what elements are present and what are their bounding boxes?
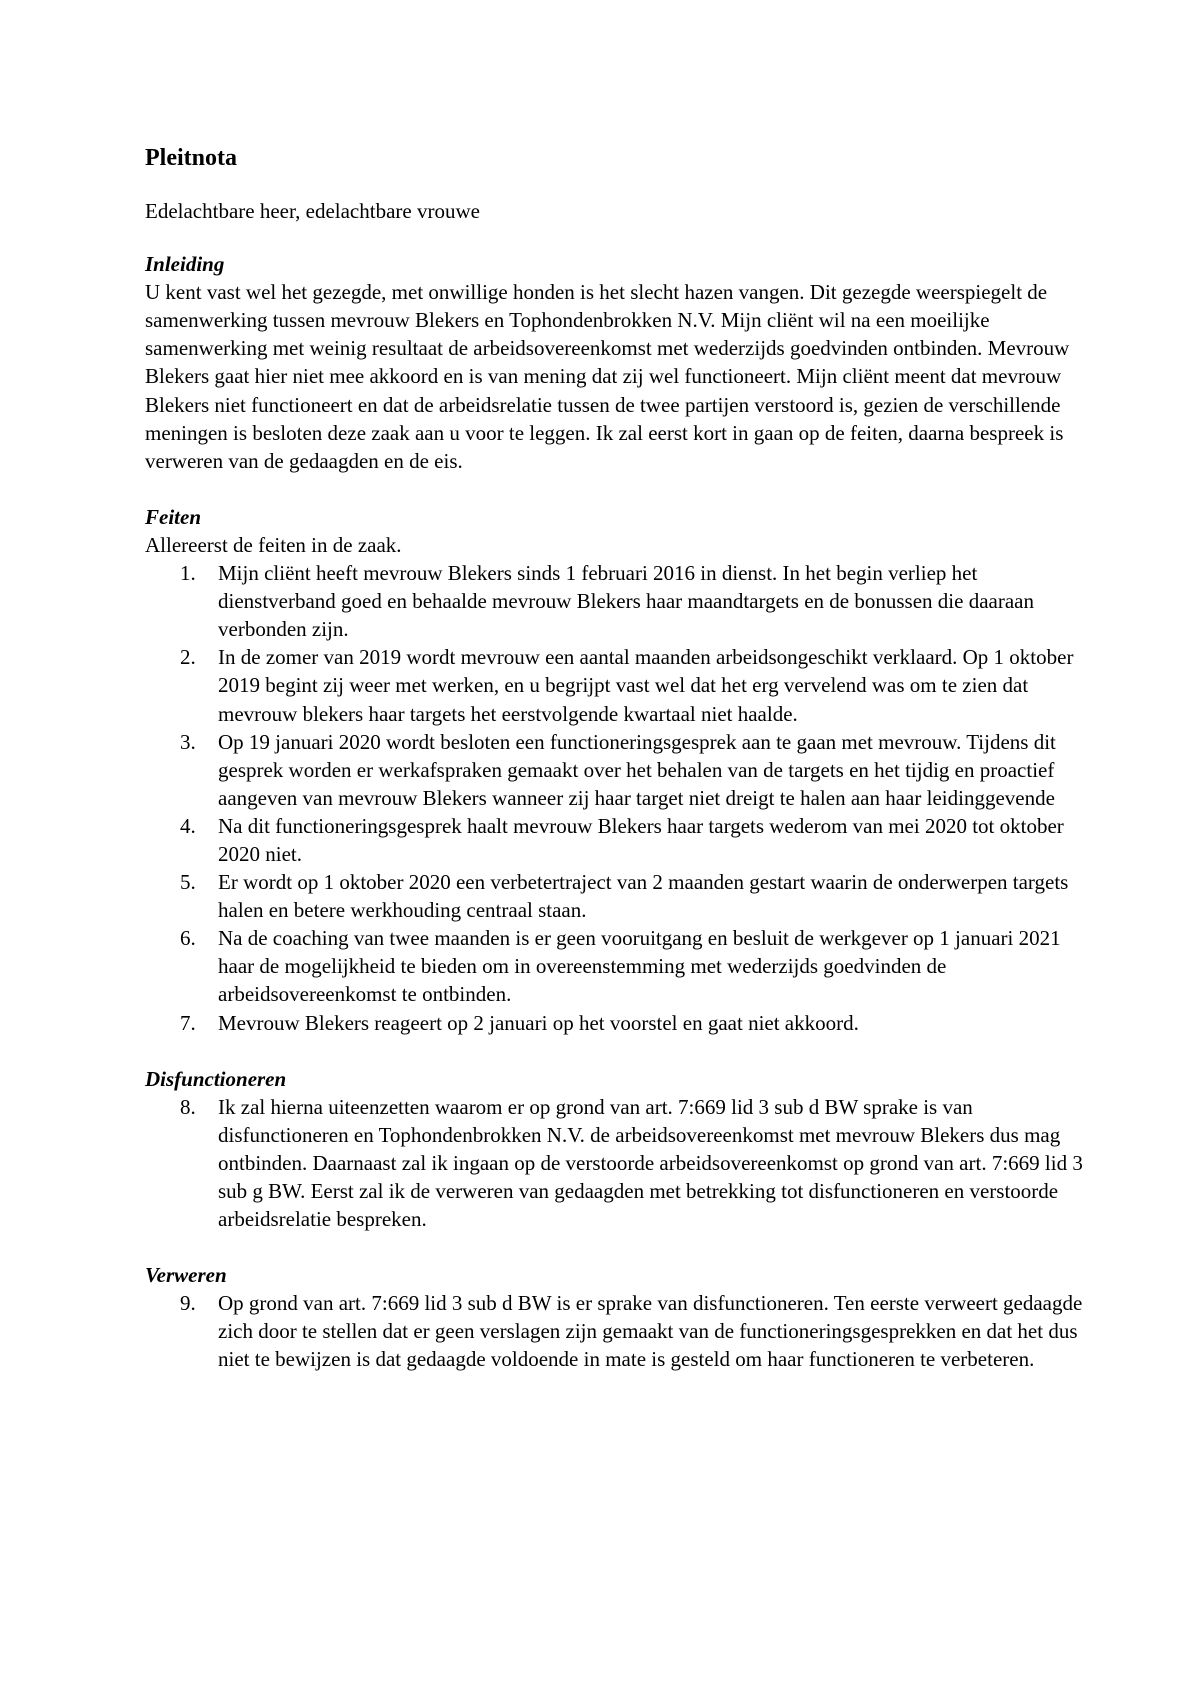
list-item-text: Ik zal hierna uiteenzetten waarom er op grond van art. 7:669 lid 3 sub d BW sprake is van disfunctioneren en Tophondenbrokken N.V. de arbeidsovereenkomst met mevrouw Blekers dus mag ontbinden. Daarnaast zal ik ingaan op de verstoorde arbeidsovereenkomst op grond van art. 7:669 lid 3 sub g BW. Eerst zal ik de verweren van gedaagden met betrekking tot disfunctioneren en verstoorde arbeidsrelatie bespreken. — [218, 1094, 1083, 1232]
list-item — [145, 868, 1085, 924]
list-item-number: 8. — [180, 1094, 196, 1119]
list-item-text: Na de coaching van twee maanden is er geen vooruitgang en besluit de werkgever op 1 januari 2021 haar de mogelijkheid te bieden om in overeenstemming met wederzijds goedvinden de arbeidsovereenkomst te ontbinden. — [218, 926, 1061, 1007]
list-item-text: Op 19 januari 2020 wordt besloten een functioneringsgesprek aan te gaan met mevrouw. Tijdens dit gesprek worden er werkafspraken gemaakt over het behalen van de targets en het tijdig en proactief aangeven van mevrouw Blekers wanneer zij haar target niet dreigt te halen aan haar leidinggevende — [218, 729, 1056, 810]
list-item — [145, 812, 1085, 868]
list-item — [145, 559, 1085, 643]
list-item-number: 9. — [180, 1291, 196, 1316]
section-paragraph: Allereerst de feiten in de zaak. — [145, 532, 402, 557]
list-item-number: 2. — [180, 645, 196, 670]
section-inleiding — [145, 250, 1085, 475]
list-item-text: Er wordt op 1 oktober 2020 een verbetertraject van 2 maanden gestart waarin de onderwerpen targets halen en betere werkhouding centraal staan. — [218, 870, 1069, 923]
list-item-text: Mevrouw Blekers reageert op 2 januari op het voorstel en gaat niet akkoord. — [218, 1010, 859, 1035]
section-heading: Verweren — [145, 1263, 227, 1288]
section-feiten — [145, 503, 1085, 1037]
section-verweren — [145, 1261, 1085, 1373]
document-title: Pleitnota — [145, 145, 237, 171]
section-heading: Disfunctioneren — [145, 1066, 287, 1091]
list-item-number: 3. — [180, 729, 196, 754]
section-heading: Inleiding — [145, 252, 225, 277]
list-item-text: Mijn cliënt heeft mevrouw Blekers sinds 1 februari 2016 in dienst. In het begin verliep het dienstverband goed en behaalde mevrouw Blekers haar maandtargets en de bonussen die daaraan verbonden zijn. — [218, 561, 1034, 642]
list-item-number: 1. — [180, 561, 196, 586]
list-item — [145, 643, 1085, 727]
section-heading: Feiten — [145, 504, 201, 529]
list-item-number: 5. — [180, 870, 196, 895]
salutation: Edelachtbare heer, edelachtbare vrouwe — [145, 199, 480, 223]
list-item-number: 6. — [180, 926, 196, 951]
list-item — [145, 1093, 1085, 1233]
numbered-list — [145, 1289, 1085, 1373]
section-disfunctioneren — [145, 1065, 1085, 1234]
numbered-list — [145, 559, 1085, 1037]
numbered-list — [145, 1093, 1085, 1233]
list-item-text: Op grond van art. 7:669 lid 3 sub d BW is er sprake van disfunctioneren. Ten eerste verweert gedaagde zich door te stellen dat er geen verslagen zijn gemaakt van de functioneringsgesprekken en dat het dus niet te bewijzen is dat gedaagde voldoende in mate is gesteld om haar functioneren te verbeteren. — [218, 1291, 1083, 1372]
list-item — [145, 1009, 1085, 1037]
list-item-number: 7. — [180, 1010, 196, 1035]
list-item-text: Na dit functioneringsgesprek haalt mevrouw Blekers haar targets wederom van mei 2020 tot oktober 2020 niet. — [218, 813, 1064, 866]
list-item — [145, 1289, 1085, 1373]
section-paragraph: U kent vast wel het gezegde, met onwillige honden is het slecht hazen vangen. Dit gezegde weerspiegelt de samenwerking tussen mevrouw Blekers en Tophondenbrokken N.V. Mijn cliënt wil na een moeilijke samenwerking met weinig resultaat de arbeidsovereenkomst met wederzijds goedvinden ontbinden. Mevrouw Blekers gaat hier niet mee akkoord en is van mening dat zij wel functioneert. Mijn cliënt meent dat mevrouw Blekers niet functioneert en dat de arbeidsrelatie tussen de twee partijen verstoord is, gezien de verschillende meningen is besloten deze zaak aan u voor te leggen. Ik zal eerst kort in gaan op de feiten, daarna bespreek is verweren van de gedaagden en de eis. — [145, 280, 1070, 473]
list-item-number: 4. — [180, 813, 196, 838]
list-item — [145, 924, 1085, 1008]
list-item-text: In de zomer van 2019 wordt mevrouw een aantal maanden arbeidsongeschikt verklaard. Op 1 oktober 2019 begint zij weer met werken, en u begrijpt vast wel dat het erg vervelend was om te zien dat mevrouw blekers haar targets het eerstvolgende kwartaal niet haalde. — [218, 645, 1074, 726]
document-page — [145, 143, 1085, 1402]
list-item — [145, 728, 1085, 812]
